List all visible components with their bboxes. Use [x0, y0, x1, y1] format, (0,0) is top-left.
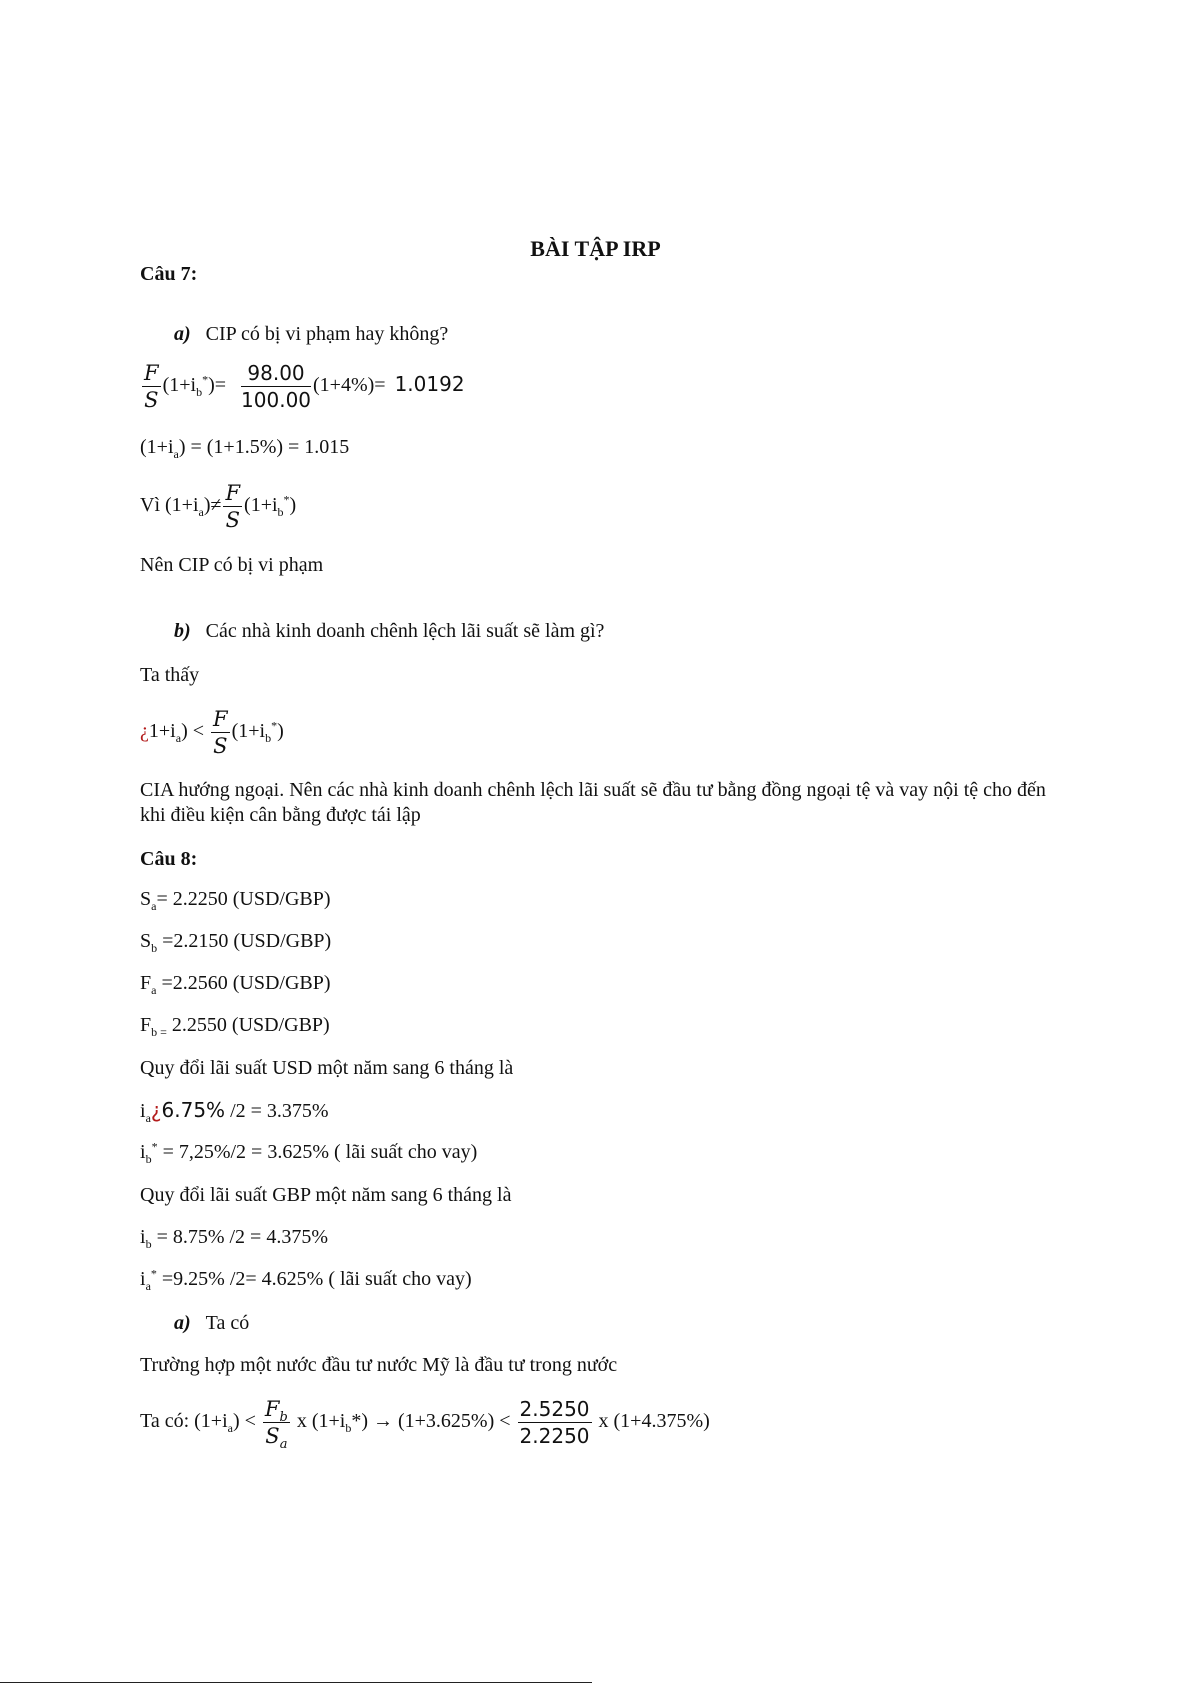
- formula-text: ) <: [181, 720, 205, 743]
- fraction-denominator: [263, 1423, 290, 1453]
- formula-text: Ta có: (1+i: [140, 1410, 228, 1433]
- fraction-numerator: F: [144, 361, 159, 385]
- var-name: S: [140, 888, 152, 910]
- q7-a-conclusion: Nên CIP có bị vi phạm: [140, 554, 324, 576]
- q8-a-marker: a): [174, 1312, 191, 1334]
- q7-b-marker: b): [174, 620, 191, 642]
- fraction-denominator: S: [225, 508, 240, 532]
- formula-text: ): [289, 494, 297, 517]
- domestic-rate-line: [140, 435, 349, 459]
- unknown-char-glyph: ¿: [140, 720, 149, 743]
- subscript: a: [227, 1421, 233, 1436]
- subscript: b =: [151, 1025, 167, 1039]
- price-ratio-fraction: [241, 360, 311, 413]
- subscript: a: [145, 1111, 151, 1125]
- cia-paragraph: CIA hướng ngoại. Nên các nhà kinh doanh chênh lệch lãi suất sẽ đầu tư bằng đồng ngoại tệ và vay nội tệ cho đến khi điều kiện cân bằng được tái lập: [140, 779, 1046, 826]
- page-title: BÀI TẬP IRP: [530, 236, 661, 261]
- formula-text: 1+i: [148, 720, 176, 743]
- q8-a-text: Ta có: [205, 1312, 250, 1334]
- subscript: b: [196, 385, 203, 400]
- var-name: i: [140, 1100, 146, 1122]
- cia-inequality-line: [140, 706, 284, 759]
- f-over-s-fraction: [142, 360, 161, 413]
- formula-text: (1+i: [244, 494, 278, 517]
- formula-text: (1+i: [231, 720, 266, 743]
- value-text: = 7,25%/2 = 3.625% ( lãi suất cho vay): [157, 1141, 478, 1163]
- q7-b-text: Các nhà kinh doanh chênh lệch lãi suất sẽ làm gì?: [205, 620, 605, 642]
- subscript: a: [145, 1279, 151, 1293]
- subscript: a: [151, 983, 157, 997]
- fraction-denominator: S: [213, 734, 228, 758]
- var-name: S: [265, 1424, 280, 1448]
- subscript: a: [151, 899, 157, 913]
- var-name: i: [140, 1141, 146, 1163]
- formula-text: (1+i: [162, 374, 197, 397]
- fraction-numerator: F: [213, 707, 228, 731]
- formula-text: ) <: [232, 1410, 256, 1433]
- formula-text: ): [277, 720, 284, 743]
- ia-star-rate-line: [140, 1267, 472, 1291]
- comparison-equation: [140, 1396, 710, 1453]
- value-text: 6.75%: [161, 1098, 226, 1122]
- formula-text: x (1+4.375%): [598, 1410, 710, 1433]
- fraction-numerator: 98.00: [241, 360, 311, 387]
- var-name: F: [140, 1014, 152, 1036]
- footer-divider: [0, 1682, 592, 1683]
- formula-text: (1+4%)=: [313, 374, 386, 397]
- formula-text: )≠: [203, 494, 222, 517]
- q7-part-a-heading: [174, 322, 448, 346]
- formula-text: x (1+i: [296, 1410, 346, 1433]
- superscript: *: [150, 1266, 157, 1281]
- fraction-denominator: 2.2250: [519, 1424, 590, 1448]
- subscript: b: [151, 941, 158, 955]
- forward-rate-a: [140, 971, 331, 995]
- value-text: /2 = 3.375%: [225, 1100, 329, 1122]
- spot-rate-a: [140, 887, 331, 911]
- subscript: b: [265, 731, 272, 746]
- fraction-numerator: [263, 1396, 290, 1426]
- superscript: *: [283, 492, 290, 507]
- value-text: = 2.2250 (USD/GBP): [156, 888, 331, 910]
- ta-thay-line: Ta thấy: [140, 664, 200, 686]
- var-name: S: [140, 930, 152, 952]
- subscript: b: [277, 505, 284, 520]
- formula-text: (1+i: [140, 436, 174, 458]
- subscript: a: [198, 505, 204, 520]
- superscript: *: [151, 1139, 158, 1154]
- subscript: b: [145, 1237, 152, 1251]
- var-name: i: [140, 1268, 146, 1290]
- ia-rate-line: [140, 1098, 329, 1123]
- ib-star-rate-line: [140, 1140, 477, 1164]
- fraction-denominator: S: [144, 388, 159, 412]
- spot-rate-b: [140, 929, 331, 953]
- value-text: =2.2150 (USD/GBP): [162, 930, 332, 952]
- fb-over-sa-fraction: [263, 1396, 290, 1453]
- forward-rate-b: [140, 1013, 330, 1037]
- ib-rate-line: [140, 1225, 328, 1249]
- value-text: 2.2550 (USD/GBP): [171, 1014, 330, 1036]
- formula-text: ) = (1+1.5%) = 1.015: [178, 436, 350, 458]
- subscript: a: [173, 447, 179, 461]
- q7-part-b-heading: [174, 619, 604, 643]
- usd-convert-line: Quy đổi lãi suất USD một năm sang 6 tháng là: [140, 1057, 514, 1079]
- var-name: i: [140, 1226, 146, 1248]
- subscript: a: [175, 731, 182, 746]
- value-text: =2.2560 (USD/GBP): [161, 972, 331, 994]
- rate-ratio-fraction: [518, 1396, 592, 1449]
- q7-a-text: CIP có bị vi phạm hay không?: [205, 323, 449, 345]
- value-text: =9.25% /2= 4.625% ( lãi suất cho vay): [156, 1268, 472, 1290]
- f-over-s-fraction: [223, 480, 242, 533]
- q8-part-a-heading: [174, 1311, 249, 1335]
- value-text: = 8.75% /2 = 4.375%: [151, 1226, 328, 1248]
- subscript: a: [279, 1437, 288, 1453]
- formula-text: Vì (1+i: [140, 494, 199, 517]
- formula-text: *) → (1+3.625%) <: [351, 1410, 511, 1433]
- f-over-s-fraction: [211, 706, 230, 759]
- question-7-label: Câu 7:: [140, 263, 198, 285]
- formula-text: )=: [208, 374, 227, 397]
- superscript: *: [202, 372, 209, 387]
- subscript: b: [145, 1152, 152, 1166]
- forward-formula-line: [140, 360, 465, 413]
- formula-result: 1.0192: [394, 372, 465, 397]
- fraction-numerator: 2.5250: [519, 1397, 590, 1421]
- fraction-numerator: F: [225, 481, 241, 505]
- q7-a-marker: a): [174, 323, 191, 345]
- question-8-label: Câu 8:: [140, 848, 198, 870]
- fraction-denominator: 100.00: [241, 388, 312, 412]
- gbp-convert-line: Quy đổi lãi suất GBP một năm sang 6 tháng là: [140, 1184, 512, 1206]
- var-name: F: [140, 972, 152, 994]
- superscript: *: [271, 718, 278, 733]
- case-text-line: Trường hợp một nước đầu tư nước Mỹ là đầu tư trong nước: [140, 1354, 618, 1376]
- inequality-reason-line: [140, 480, 296, 533]
- var-name: F: [264, 1397, 280, 1421]
- subscript: b: [345, 1421, 352, 1436]
- subscript: b: [279, 1410, 288, 1426]
- unknown-char-glyph: ¿: [150, 1098, 162, 1122]
